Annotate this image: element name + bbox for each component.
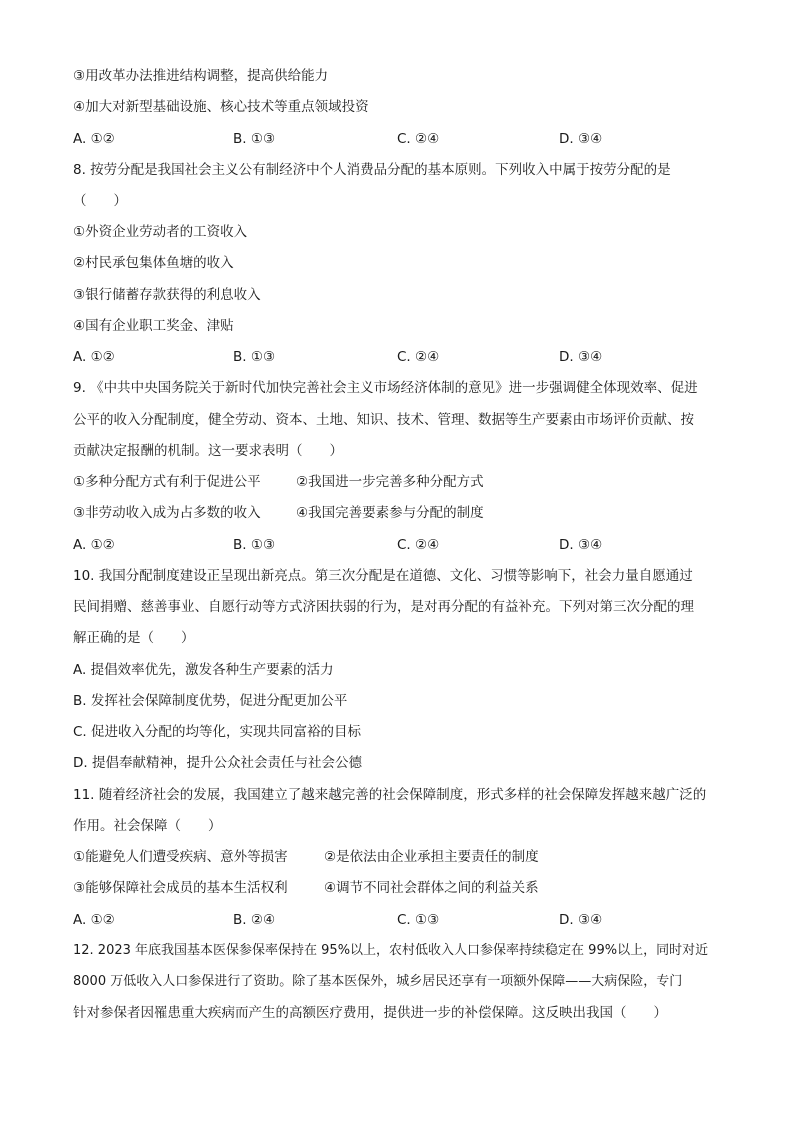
q10-stem-line-2: 民间捐赠、慈善事业、自愿行动等方式济困扶弱的行为，是对再分配的有益补充。下列对第三次分配的理 <box>73 599 694 615</box>
q7-option-b[interactable]: B. ①③ <box>233 131 276 147</box>
q11-option-d[interactable]: D. ③④ <box>559 912 603 928</box>
q9-option-b[interactable]: B. ①③ <box>233 537 276 553</box>
q9-stem-line-3: 贡献决定报酬的机制。这一要求表明（ ） <box>73 443 343 459</box>
q7-option-a[interactable]: A. ①② <box>73 131 115 147</box>
q8-paren: （ ） <box>73 193 127 209</box>
q9-options <box>73 535 733 555</box>
q8-item-3: ③银行储蓄存款获得的利息收入 <box>73 287 261 303</box>
q12-stem-line-2: 8000 万低收入人口参保进行了资助。除了基本医保外，城乡居民还享有一项额外保障——大病保险，专门 <box>73 974 683 989</box>
q12-stem-line-3: 针对参保者因罹患重大疾病而产生的高额医疗费用，提供进一步的补偿保障。这反映出我国（ ） <box>73 1005 667 1021</box>
q7-option-c[interactable]: C. ②④ <box>397 131 440 147</box>
q11-option-c[interactable]: C. ①③ <box>397 912 440 928</box>
q7-options <box>73 129 733 149</box>
q8-item-2: ②村民承包集体鱼塘的收入 <box>73 255 234 271</box>
q8-options <box>73 347 733 367</box>
q11-item-4: ④调节不同社会群体之间的利益关系 <box>324 880 539 896</box>
q9-item-4: ④我国完善要素参与分配的制度 <box>296 505 484 521</box>
q7-item-4: ④加大对新型基础设施、核心技术等重点领域投资 <box>73 99 369 115</box>
q10-choice-b[interactable]: B. 发挥社会保障制度优势，促进分配更加公平 <box>73 693 348 709</box>
q8-item-1: ①外资企业劳动者的工资收入 <box>73 224 248 240</box>
q11-options <box>73 910 733 930</box>
q8-item-4: ④国有企业职工奖金、津贴 <box>73 318 234 334</box>
q11-item-1: ①能避免人们遭受疾病、意外等损害 <box>73 849 288 865</box>
q9-item-2: ②我国进一步完善多种分配方式 <box>296 474 484 490</box>
q11-stem-line-1: 11. 随着经济社会的发展，我国建立了越来越完善的社会保障制度，形式多样的社会保障发挥越来越广泛的 <box>73 787 707 803</box>
q7-item-3: ③用改革办法推进结构调整，提高供给能力 <box>73 68 329 84</box>
q10-choice-d[interactable]: D. 提倡奉献精神，提升公众社会责任与社会公德 <box>73 755 362 771</box>
q10-stem-line-3: 解正确的是（ ） <box>73 630 195 646</box>
q11-stem-line-2: 作用。社会保障（ ） <box>73 818 222 834</box>
q9-item-3: ③非劳动收入成为占多数的收入 <box>73 505 261 521</box>
q11-option-b[interactable]: B. ②④ <box>233 912 276 928</box>
q9-option-a[interactable]: A. ①② <box>73 537 115 553</box>
q9-item-1: ①多种分配方式有利于促进公平 <box>73 474 261 490</box>
q10-choice-c[interactable]: C. 促进收入分配的均等化，实现共同富裕的目标 <box>73 724 362 740</box>
q12-stem-line-1: 12. 2023 年底我国基本医保参保率保持在 95%以上，农村低收入人口参保率持续稳定在 99%以上，同时对近 <box>73 943 709 958</box>
q11-item-3: ③能够保障社会成员的基本生活权利 <box>73 880 288 896</box>
q10-stem-line-1: 10. 我国分配制度建设正呈现出新亮点。第三次分配是在道德、文化、习惯等影响下，社会力量自愿通过 <box>73 568 693 584</box>
q7-option-d[interactable]: D. ③④ <box>559 131 603 147</box>
q10-choice-a[interactable]: A. 提倡效率优先，激发各种生产要素的活力 <box>73 662 334 678</box>
q8-option-b[interactable]: B. ①③ <box>233 349 276 365</box>
q8-option-a[interactable]: A. ①② <box>73 349 115 365</box>
q11-option-a[interactable]: A. ①② <box>73 912 115 928</box>
q9-stem-line-1: 9. 《中共中央国务院关于新时代加快完善社会主义市场经济体制的意见》进一步强调健全体现效率、促进 <box>73 380 698 396</box>
q9-stem-line-2: 公平的收入分配制度，健全劳动、资本、土地、知识、技术、管理、数据等生产要素由市场评价贡献、按 <box>73 412 694 428</box>
q11-item-2: ②是依法由企业承担主要责任的制度 <box>324 849 539 865</box>
q9-option-c[interactable]: C. ②④ <box>397 537 440 553</box>
q8-option-c[interactable]: C. ②④ <box>397 349 440 365</box>
q8-stem: 8. 按劳分配是我国社会主义公有制经济中个人消费品分配的基本原则。下列收入中属于按劳分配的是 <box>73 162 671 178</box>
q9-option-d[interactable]: D. ③④ <box>559 537 603 553</box>
q8-option-d[interactable]: D. ③④ <box>559 349 603 365</box>
